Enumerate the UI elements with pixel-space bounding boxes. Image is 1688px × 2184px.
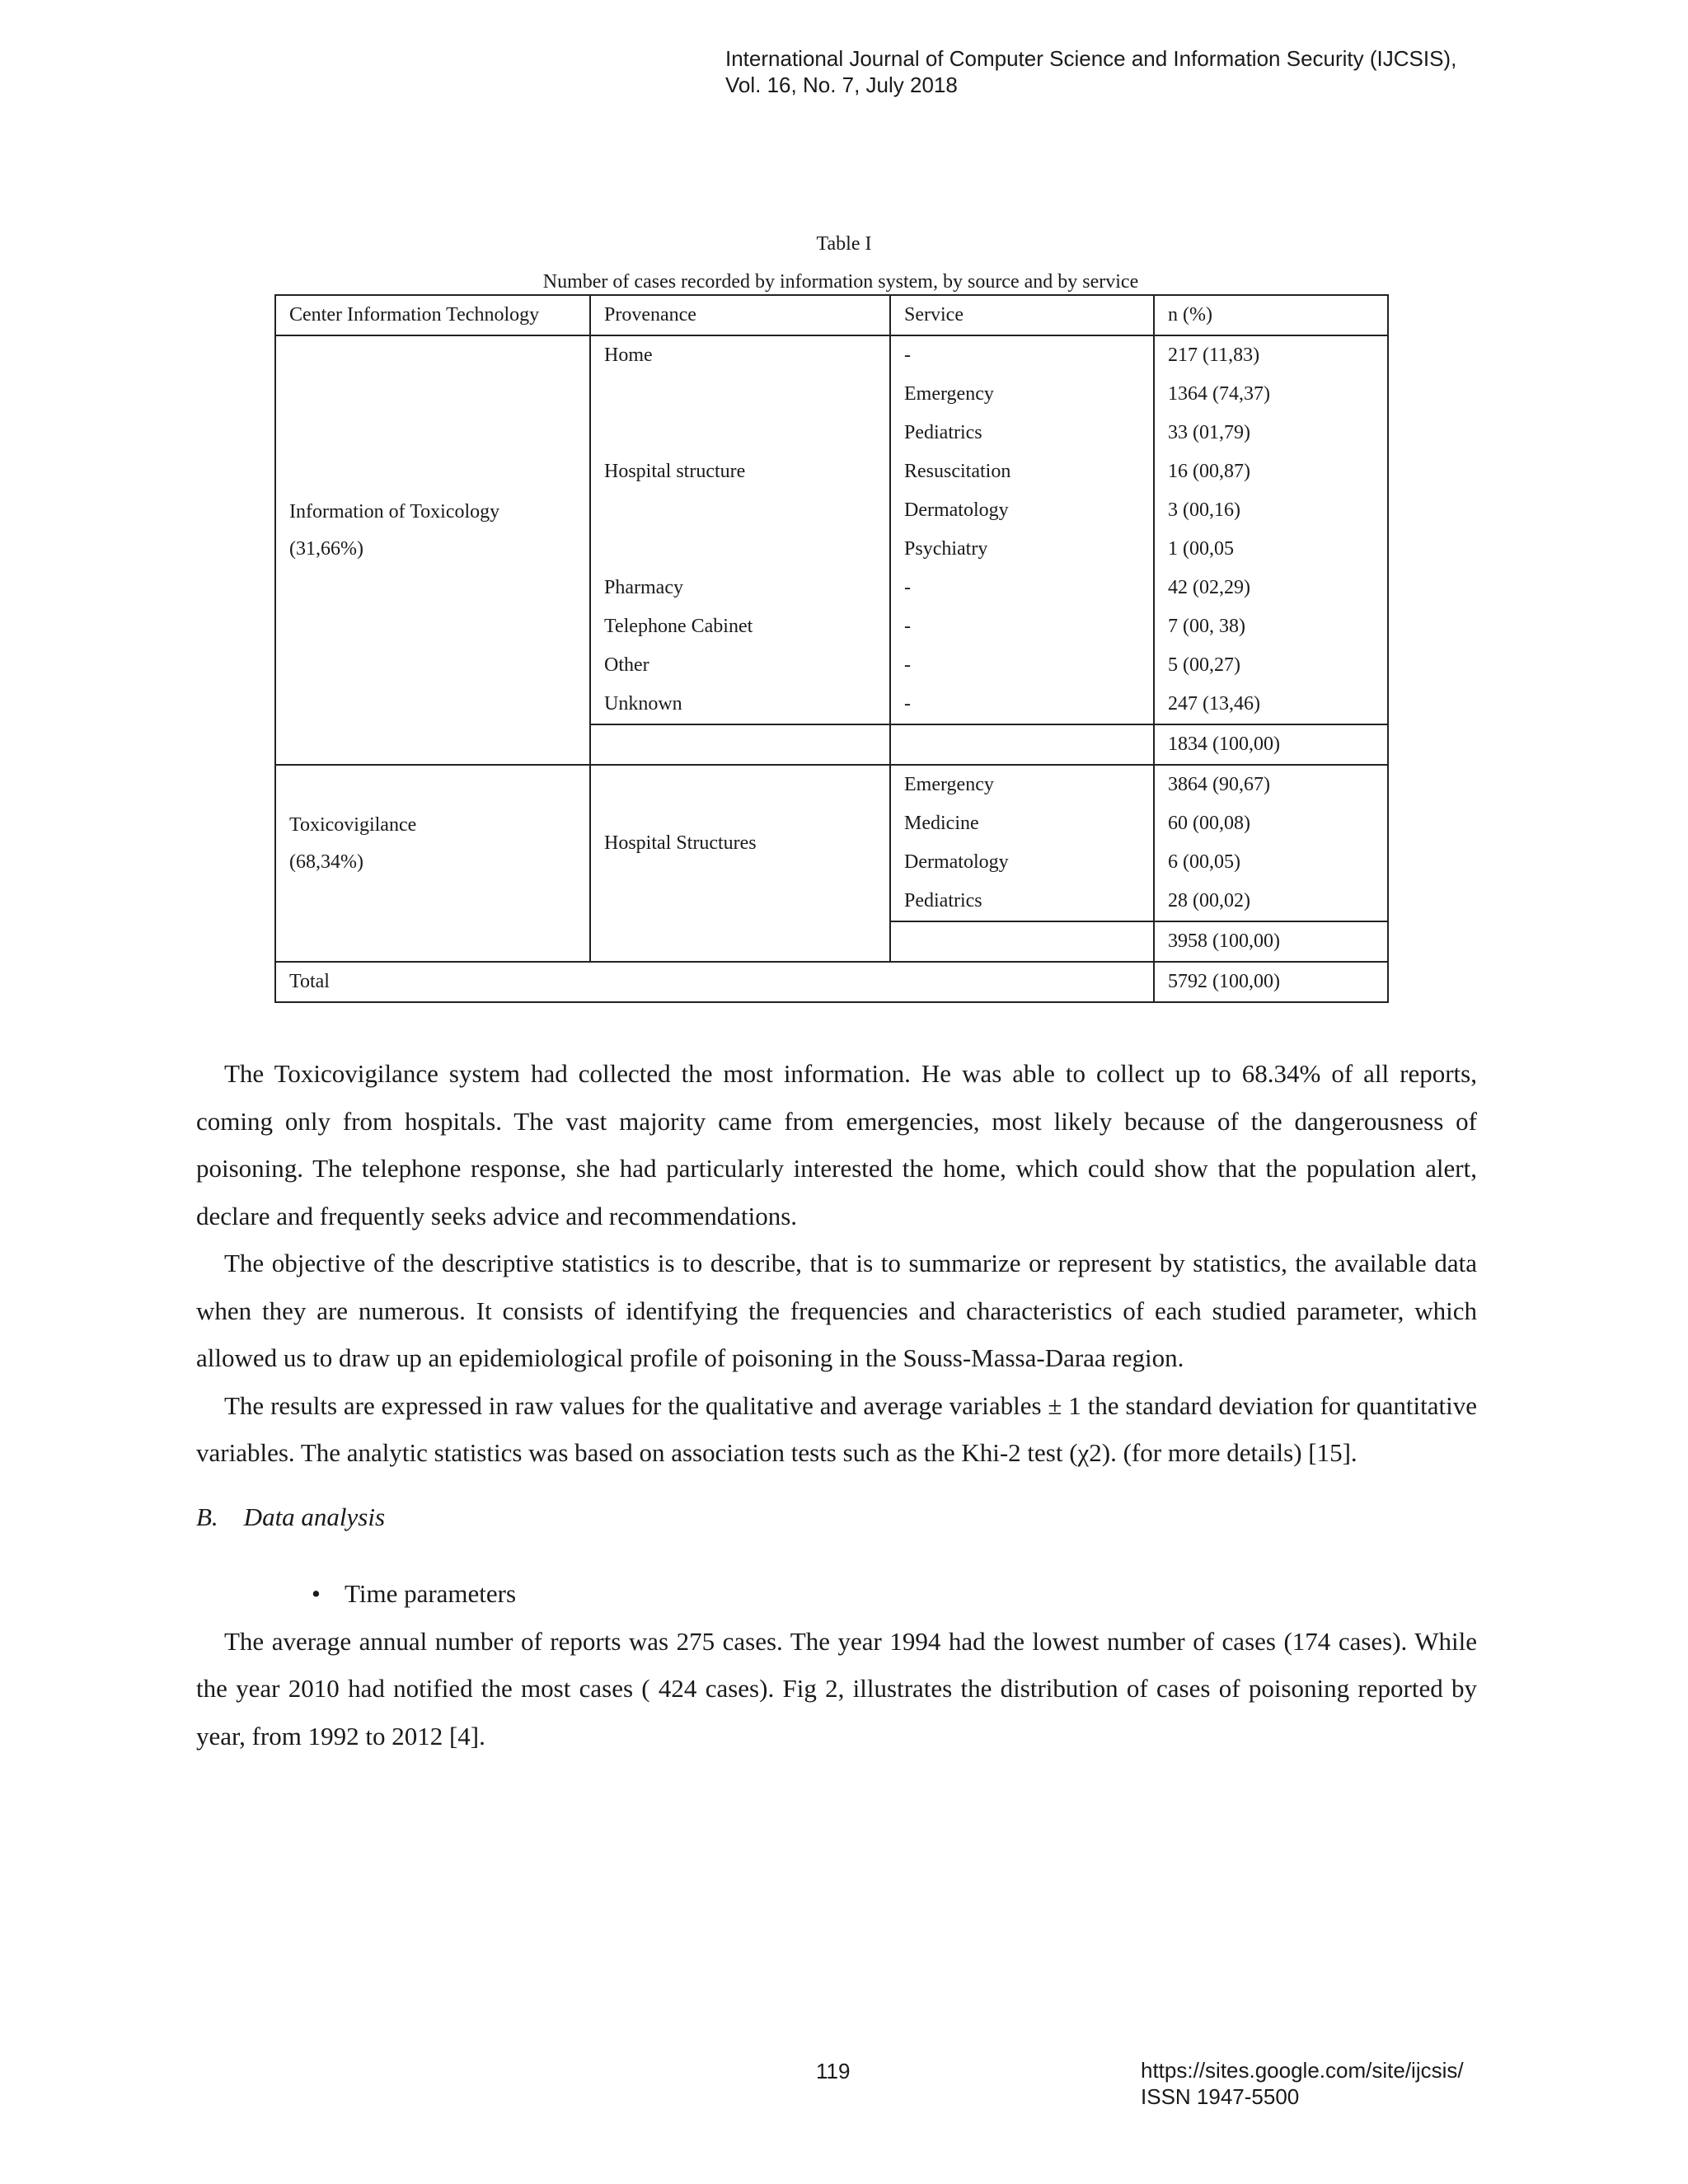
count-cell: 33 (01,79) xyxy=(1154,414,1388,452)
subtotal-cell: 1834 (100,00) xyxy=(1154,724,1388,765)
count-cell: 6 (00,05) xyxy=(1154,843,1388,882)
service-cell: Dermatology xyxy=(890,491,1154,530)
provenance-cell: Hospital Structures xyxy=(590,765,890,921)
count-cell: 1 (00,05 xyxy=(1154,530,1388,569)
count-cell: 5 (00,27) xyxy=(1154,646,1388,685)
empty-cell xyxy=(590,921,890,962)
total-value: 5792 (100,00) xyxy=(1154,962,1388,1002)
provenance-cell: Home xyxy=(590,335,890,375)
table-subcaption: Number of cases recorded by information system, by source and by service xyxy=(542,271,1139,293)
count-cell: 3864 (90,67) xyxy=(1154,765,1388,804)
footer-url: https://sites.google.com/site/ijcsis/ xyxy=(1141,2058,1464,2083)
table-header-row xyxy=(275,295,1388,335)
empty-cell xyxy=(275,724,590,765)
count-cell: 60 (00,08) xyxy=(1154,804,1388,843)
empty-cell xyxy=(890,921,1154,962)
provenance-cell: Pharmacy xyxy=(590,569,890,607)
page-number: 119 xyxy=(816,2059,851,2083)
footer-issn: ISSN 1947-5500 xyxy=(1141,2084,1300,2109)
bullet-item xyxy=(196,1570,1477,1618)
subtotal-cell: 3958 (100,00) xyxy=(1154,921,1388,962)
service-cell: Dermatology xyxy=(890,843,1154,882)
center-name: Toxicovigilance xyxy=(289,813,417,836)
provenance-cell xyxy=(590,375,890,569)
table-caption: Table I xyxy=(816,233,872,255)
service-cell: - xyxy=(890,646,1154,685)
service-cell: Pediatrics xyxy=(890,414,1154,452)
service-cell: Psychiatry xyxy=(890,530,1154,569)
center-share: (68,34%) xyxy=(289,851,363,873)
count-cell: 247 (13,46) xyxy=(1154,685,1388,724)
service-cell: Medicine xyxy=(890,804,1154,843)
cases-table xyxy=(274,294,1389,1003)
footer-info xyxy=(1141,2057,1464,2110)
center-cell xyxy=(275,335,590,724)
empty-cell xyxy=(890,724,1154,765)
service-cell: Emergency xyxy=(890,375,1154,414)
count-cell: 7 (00, 38) xyxy=(1154,607,1388,646)
body-text xyxy=(196,1050,1477,1760)
bullet-text: Time parameters xyxy=(345,1579,517,1608)
total-row xyxy=(275,962,1388,1002)
empty-cell xyxy=(590,724,890,765)
subtotal-row xyxy=(275,921,1388,962)
center-cell xyxy=(275,765,590,921)
journal-header xyxy=(725,45,1456,98)
paragraph: The average annual number of reports was 275 cases. The year 1994 had the lowest number of cases (174 cases). While the year 2010 had notified the most cases ( 424 cases). Fig 2, illustrates the distribution of cases of poisoning reported by year, from 1992 to 2012 [4]. xyxy=(196,1626,1477,1750)
table-row xyxy=(275,765,1388,804)
service-cell: Pediatrics xyxy=(890,882,1154,921)
provenance-cell: Telephone Cabinet xyxy=(590,607,890,646)
service-cell: - xyxy=(890,335,1154,375)
provenance-cell: Unknown xyxy=(590,685,890,724)
center-share: (31,66%) xyxy=(289,537,363,560)
section-heading: B. Data analysis xyxy=(196,1502,386,1531)
count-cell: 16 (00,87) xyxy=(1154,452,1388,491)
service-cell: - xyxy=(890,569,1154,607)
provenance-label: Hospital structure xyxy=(604,461,746,482)
paragraph: The Toxicovigilance system had collected the most information. He was able to collect up to 68.34% of all reports, coming only from hospitals. The vast majority came from emergencies, most likely because of the dangerousness of poisoning. The telephone response, she had particularly interested the home, which could show that the population alert, declare and frequently seeks advice and recommendations. xyxy=(196,1059,1477,1230)
count-cell: 42 (02,29) xyxy=(1154,569,1388,607)
subtotal-row xyxy=(275,724,1388,765)
column-header: n (%) xyxy=(1154,295,1388,335)
table-row xyxy=(275,335,1388,375)
paragraph: The results are expressed in raw values for the qualitative and average variables ± 1 the standard deviation for quantitative variables. The analytic statistics was based on association tests such as the Khi-2 test (χ2). (for more details) [15]. xyxy=(196,1390,1477,1467)
column-header: Service xyxy=(890,295,1154,335)
column-header: Provenance xyxy=(590,295,890,335)
count-cell: 3 (00,16) xyxy=(1154,491,1388,530)
bullet-icon: • xyxy=(312,1579,321,1608)
service-cell: - xyxy=(890,685,1154,724)
count-cell: 28 (00,02) xyxy=(1154,882,1388,921)
total-label: Total xyxy=(275,962,1154,1002)
provenance-cell: Other xyxy=(590,646,890,685)
service-cell: Resuscitation xyxy=(890,452,1154,491)
service-cell: Emergency xyxy=(890,765,1154,804)
paragraph: The objective of the descriptive statistics is to describe, that is to summarize or represent by statistics, the available data when they are numerous. It consists of identifying the frequencies and characteristics of each studied parameter, which allowed us to draw up an epidemiological profile of poisoning in the Souss-Massa-Daraa region. xyxy=(196,1249,1477,1372)
column-header: Center Information Technology xyxy=(275,295,590,335)
journal-volume: Vol. 16, No. 7, July 2018 xyxy=(725,73,958,97)
service-cell: - xyxy=(890,607,1154,646)
center-name: Information of Toxicology xyxy=(289,500,500,523)
empty-cell xyxy=(275,921,590,962)
journal-title: International Journal of Computer Science and Information Security (IJCSIS), xyxy=(725,46,1457,71)
count-cell: 1364 (74,37) xyxy=(1154,375,1388,414)
count-cell: 217 (11,83) xyxy=(1154,335,1388,375)
